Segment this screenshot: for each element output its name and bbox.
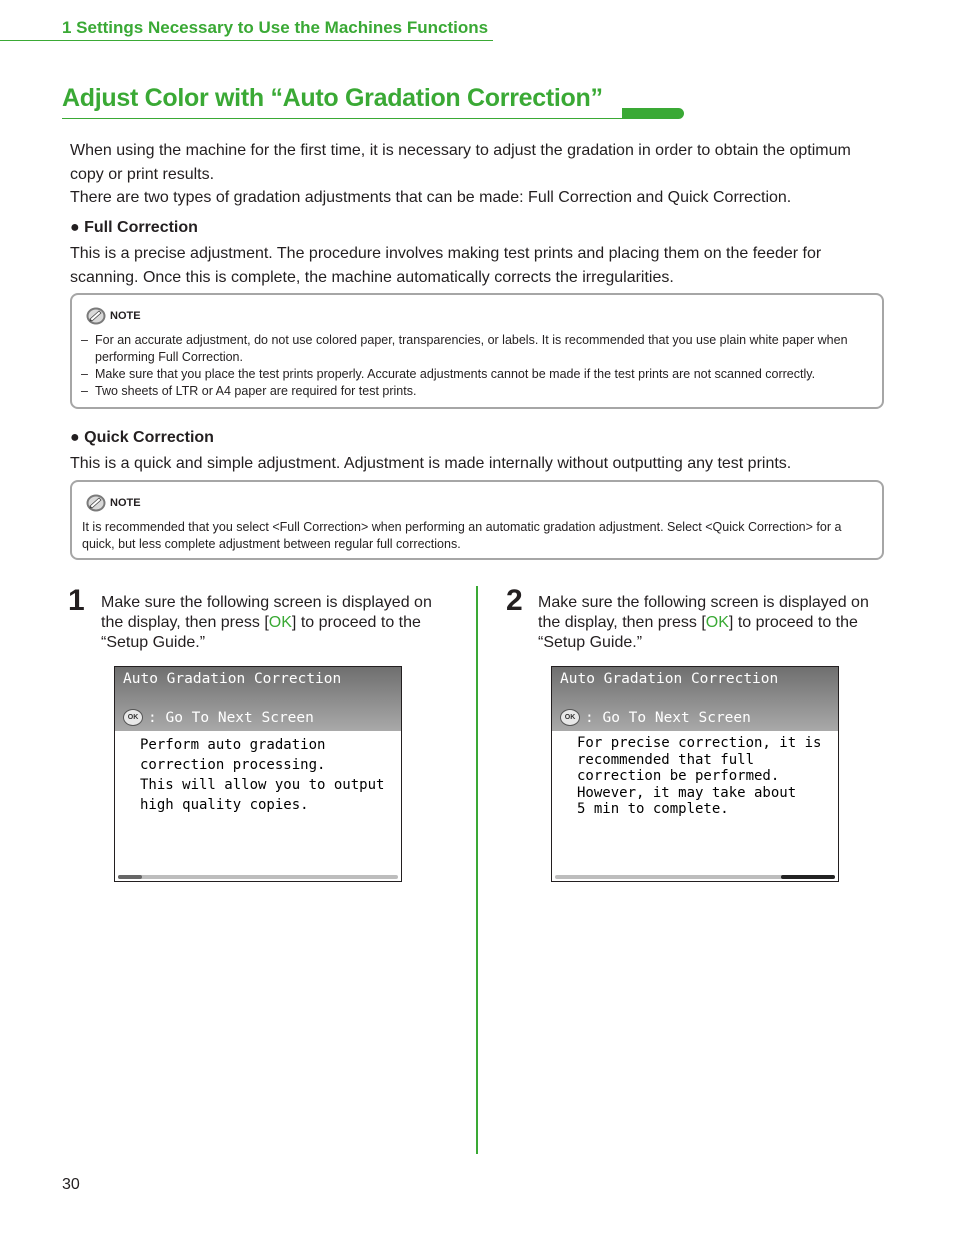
ok-key-label: OK: [705, 614, 729, 631]
note-item: – Make sure that you place the test prints properly. Accurate adjustments cannot be made if the test prints are not scanned correctly.: [81, 367, 816, 381]
lcd-scroll-thumb: [118, 875, 142, 879]
lcd-scrollbar: [118, 875, 398, 879]
lcd-header: [115, 667, 401, 731]
column-divider: [476, 586, 478, 1154]
note-header: [86, 494, 141, 512]
note-pencil-icon: [86, 494, 106, 512]
lcd-hint: OK : Go To Next Screen: [123, 709, 314, 726]
chapter-title: 1 Settings Necessary to Use the Machines Functions: [62, 18, 489, 37]
note-item: – For an accurate adjustment, do not use colored paper, transparencies, or labels. It is recommended that you use plain white paper when performing Full Correction.: [81, 333, 848, 364]
bullet-icon: ●: [70, 429, 80, 446]
lcd-screen-1: [114, 666, 402, 882]
full-correction-heading: [70, 219, 198, 237]
note-item: – Two sheets of LTR or A4 paper are required for test prints.: [81, 384, 417, 398]
quick-correction-description: This is a quick and simple adjustment. Adjustment is made internally without outputting any test prints.: [70, 455, 792, 472]
lcd-header: [552, 667, 838, 731]
quick-correction-heading: [70, 429, 214, 447]
lcd-screen-2: [551, 666, 839, 882]
bullet-icon: ●: [70, 219, 80, 236]
note-text: It is recommended that you select <Full Correction> when performing an automatic gradation adjustment. Select <Quick Correction> for a quick, but less complete adjustment between regular full corrections.: [82, 520, 842, 551]
quick-correction-note: [70, 480, 884, 560]
chapter-rule: [0, 40, 493, 41]
full-correction-note: [70, 293, 884, 409]
ok-button-icon: OK: [560, 709, 580, 726]
lcd-title: Auto Gradation Correction: [560, 671, 779, 687]
ok-button-icon: OK: [123, 709, 143, 726]
page-title: Adjust Color with “Auto Gradation Correction”: [62, 84, 603, 112]
lcd-title: Auto Gradation Correction: [123, 671, 342, 687]
ok-key-label: OK: [268, 614, 292, 631]
intro-paragraph-2: There are two types of gradation adjustments that can be made: Full Correction and Quick Correction.: [70, 189, 792, 206]
lcd-scrollbar: [555, 875, 835, 879]
step-number-1: 1: [68, 584, 85, 617]
note-label: NOTE: [110, 497, 141, 509]
note-header: [86, 307, 141, 325]
title-accent-bar: [622, 108, 684, 119]
note-pencil-icon: [86, 307, 106, 325]
step-number-2: 2: [506, 584, 523, 617]
lcd-scroll-thumb: [781, 875, 835, 879]
note-list: [81, 332, 868, 400]
page-number: 30: [62, 1176, 80, 1193]
note-label: NOTE: [110, 310, 141, 322]
quick-correction-heading-text: Quick Correction: [84, 429, 214, 446]
full-correction-heading-text: Full Correction: [84, 219, 198, 236]
lcd-message: For precise correction, it is recommended that full correction be performed. However, it may take about 5 min to complete.: [577, 735, 822, 817]
lcd-hint: OK : Go To Next Screen: [560, 709, 751, 726]
full-correction-description: This is a precise adjustment. The procedure involves making test prints and placing them on the feeder for scanning. Once this is complete, the machine automatically corrects the irregularities.: [70, 245, 822, 286]
intro-paragraph-1: When using the machine for the first time, it is necessary to adjust the gradation in order to obtain the optimum copy or print results.: [70, 142, 851, 183]
step-2-instruction: Make sure the following screen is displayed on the display, then press [OK] to proceed to the “Setup Guide.”: [538, 594, 869, 651]
lcd-message: Perform auto gradation correction processing. This will allow you to output high quality copies.: [140, 737, 385, 813]
title-underline: [62, 118, 622, 119]
step-1-instruction: Make sure the following screen is displayed on the display, then press [OK] to proceed to the “Setup Guide.”: [101, 594, 432, 651]
